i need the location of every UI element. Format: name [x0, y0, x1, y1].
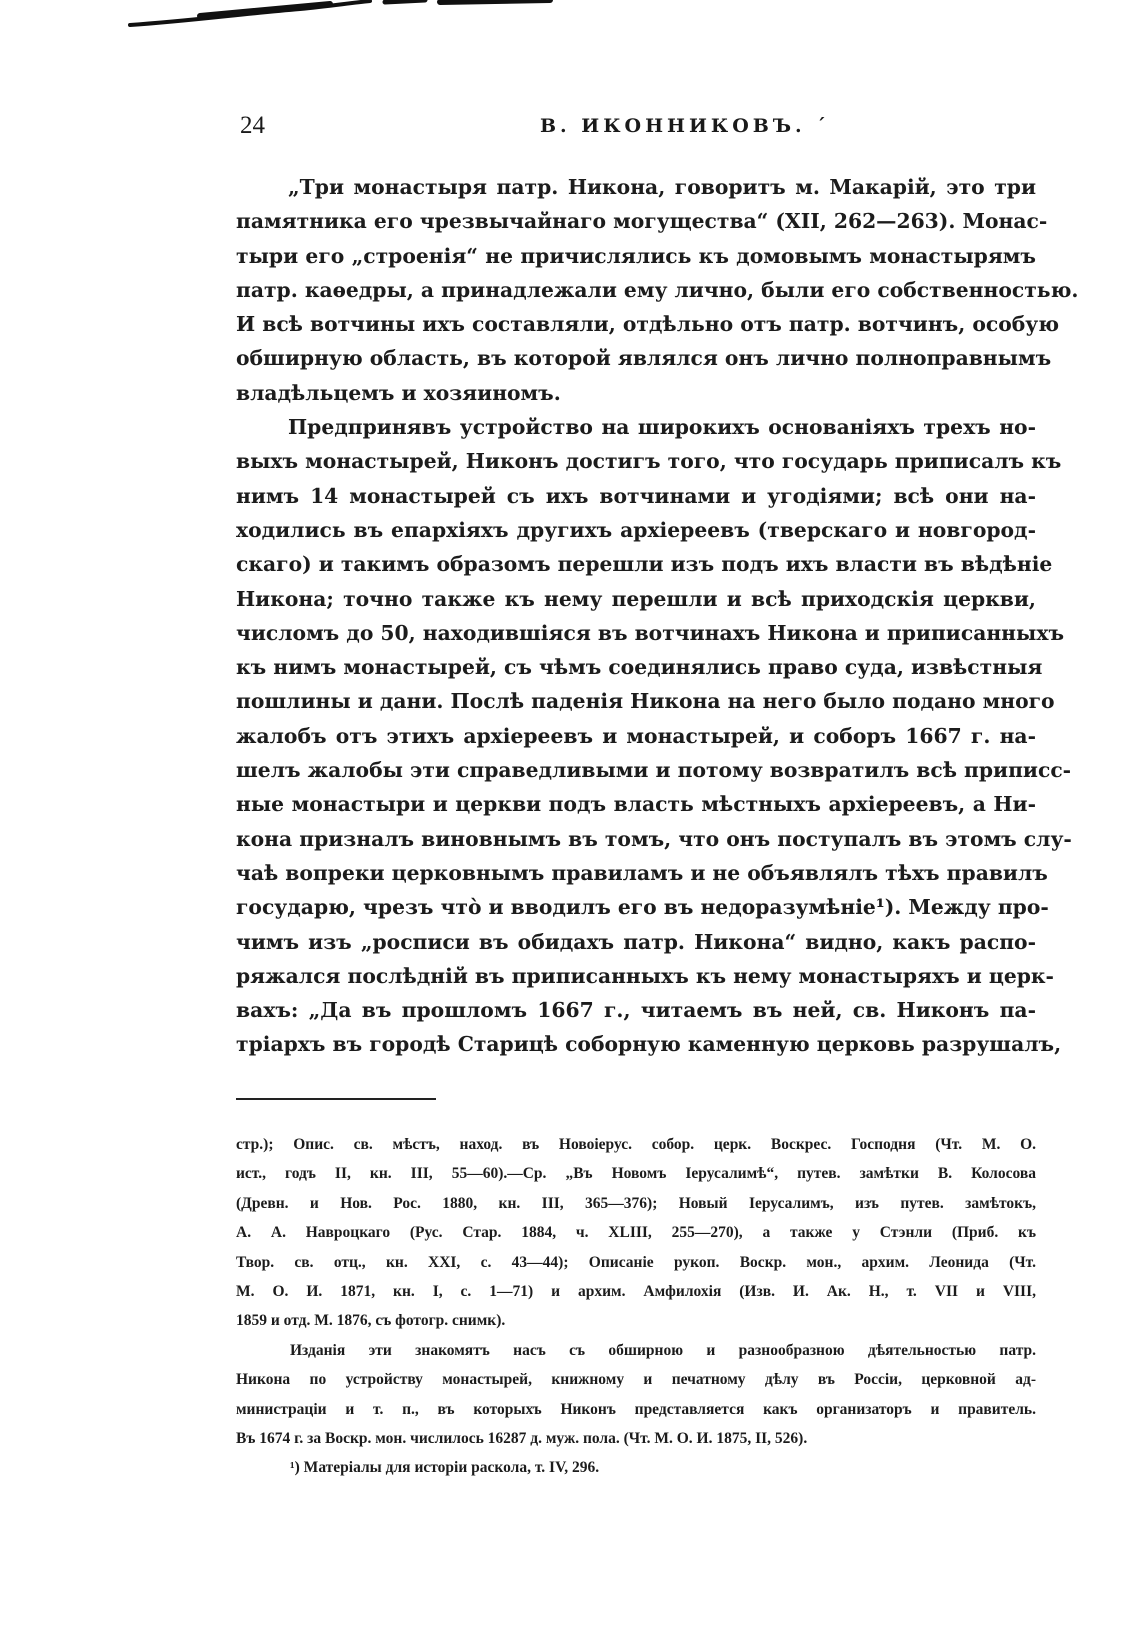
- scan-edge-mark: [0, 0, 620, 40]
- text-line: кона призналъ виновнымъ въ томъ, что онъ поступалъ въ этомъ слу-: [236, 826, 1072, 851]
- text-line: пошлины и дани. Послѣ паденія Никона на него было подано много: [236, 689, 1055, 714]
- footnote-line: ¹) Матеріалы для исторіи раскола, т. IV, 296.: [290, 1459, 600, 1477]
- text-line: обширную область, въ которой являлся онъ лично полноправнымъ: [236, 346, 1052, 371]
- footnote-line: ист., годъ II, кн. III, 55—60).—Ср. „Въ Новомъ Іерусалимѣ“, путев. замѣтки В. Колосова: [236, 1165, 1036, 1183]
- footnote-line: Никона по устройству монастырей, книжному и печатному дѣлу въ Россіи, церковной ад-: [236, 1371, 1036, 1389]
- text-line: Предпринявъ устройство на широкихъ основаніяхъ трехъ но-: [288, 415, 1036, 440]
- running-title: В. ИКОННИКОВЪ. ´: [540, 115, 830, 137]
- text-line: нимъ 14 монастырей съ ихъ вотчинами и угодіями; всѣ они на-: [236, 483, 1036, 508]
- text-line: „Три монастыря патр. Никона, говоритъ м. Макарій, это три: [288, 175, 1036, 199]
- text-line: государю, чрезъ что̀ и вводилъ его въ недоразумѣніе¹). Между про-: [236, 895, 1049, 920]
- text-line: вахъ: „Да въ прошломъ 1667 г., читаемъ въ ней, св. Никонъ па-: [236, 998, 1036, 1023]
- footnote-line: (Древн. и Нов. Рос. 1880, кн. III, 365—376); Новый Іерусалимъ, изъ путев. замѣтокъ,: [236, 1194, 1036, 1212]
- page-header: [240, 112, 1040, 152]
- footnote-line: Въ 1674 г. за Воскр. мон. числилось 16287 д. муж. пола. (Чт. М. О. И. 1875, II, 526).: [236, 1429, 808, 1447]
- text-line: числомъ до 50, находившіяся въ вотчинахъ Никона и приписанныхъ: [236, 620, 1065, 645]
- text-line: владѣльцемъ и хозяиномъ.: [236, 380, 561, 405]
- text-line: скаго) и такимъ образомъ перешли изъ подъ ихъ власти въ вѣдѣніе: [236, 552, 1053, 577]
- page-number: 24: [240, 112, 265, 139]
- footnote-line: стр.); Опис. св. мѣстъ, наход. въ Новоіерус. собор. церк. Воскрес. Господня (Чт. М. О.: [236, 1136, 1036, 1153]
- text-line: ные монастыри и церкви подъ власть мѣстныхъ архіереевъ, а Ни-: [236, 792, 1036, 817]
- text-line: тыри его „строенія“ не причислялись къ домовымъ монастырямъ: [236, 243, 1036, 268]
- text-line: ряжался послѣдній въ приписанныхъ къ нему монастыряхъ и церк-: [236, 963, 1054, 988]
- text-line: жалобъ отъ этихъ архіереевъ и монастырей, и соборъ 1667 г. на-: [236, 723, 1036, 748]
- text-line: И всѣ вотчины ихъ составляли, отдѣльно отъ патр. вотчинъ, особую: [236, 312, 1060, 337]
- text-line: къ нимъ монастырей, съ чѣмъ соединялись право суда, извѣстныя: [236, 655, 1043, 680]
- footnote-line: 1859 и отд. М. 1876, съ фотогр. снимк).: [236, 1312, 506, 1330]
- footnote-line: министраціи и т. п., въ которыхъ Никонъ представляется какъ организаторъ и правитель.: [236, 1400, 1036, 1418]
- text-line: Никона; точно также къ нему перешли и всѣ приходскія церкви,: [236, 586, 1036, 611]
- text-line: патр. каѳедры, а принадлежали ему лично, были его собственностью.: [236, 277, 1079, 302]
- footnote-line: Изданія эти знакомятъ насъ съ обширною и разнообразною дѣятельностью патр.: [290, 1341, 1036, 1359]
- footnote-line: М. О. И. 1871, кн. I, с. 1—71) и архим. Амфилохія (Изв. И. Ак. Н., т. VII и VIII,: [236, 1282, 1036, 1300]
- text-line: шелъ жалобы эти справедливыми и потому возвратилъ всѣ приписс-: [236, 758, 1072, 783]
- text-line: чимъ изъ „росписи въ обидахъ патр. Никона“ видно, какъ распо-: [236, 929, 1036, 954]
- footnote-line: Твор. св. отц., кн. XXI, с. 43—44); Описаніе рукоп. Воскр. мон., архим. Леонида (Чт.: [236, 1253, 1036, 1271]
- main-text: [236, 170, 1079, 1062]
- text-line: ходились въ епархіяхъ другихъ архіереевъ (тверскаго и новгород-: [236, 517, 1036, 542]
- footnote-line: А. А. Навроцкаго (Рус. Стар. 1884, ч. XLIII, 255—270), а также у Стэнли (Приб. къ: [236, 1224, 1036, 1242]
- footnote-divider: [236, 1098, 436, 1100]
- text-line: чаѣ вопреки церковнымъ правиламъ и не объявлялъ тѣхъ правилъ: [236, 860, 1048, 885]
- text-line: памятника его чрезвычайнаго могущества“ (XII, 262—263). Монас-: [236, 209, 1048, 234]
- text-line: тріархъ въ городѣ Старицѣ соборную каменную церковь разрушалъ,: [236, 1032, 1062, 1057]
- text-line: выхъ монастырей, Никонъ достигъ того, что государь приписалъ къ: [236, 449, 1062, 474]
- footnotes: [236, 1130, 1036, 1483]
